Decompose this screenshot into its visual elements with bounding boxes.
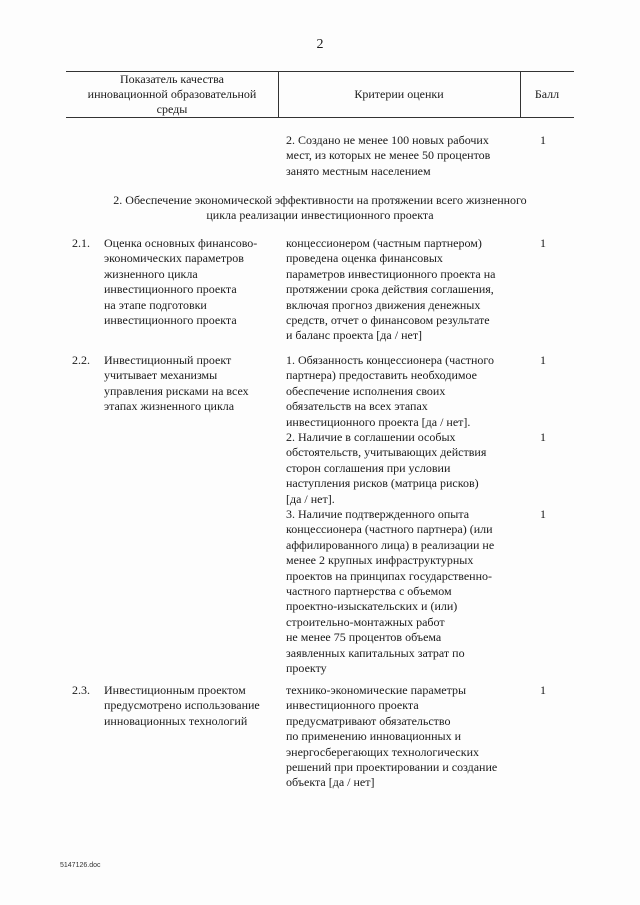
criteria-line: [да / нет]. <box>286 491 335 506</box>
criteria-line: 2. Создано не менее 100 новых рабочих <box>286 133 489 147</box>
criteria-line: инвестиционного проекта <box>286 698 419 713</box>
criteria-line: партнера) предоставить необходимое <box>286 368 477 383</box>
indicator-line: инвестиционного проекта <box>104 313 237 327</box>
criteria-line: 2. Наличие в соглашении особых <box>286 430 456 444</box>
header-indicator-line: инновационной образовательной <box>87 87 257 101</box>
criteria-line: и баланс проекта [да / нет] <box>286 328 423 343</box>
criteria-line: обязательств на всех этапах <box>286 399 428 414</box>
criteria-line: параметров инвестиционного проекта на <box>286 266 496 281</box>
indicator-line: на этапе подготовки <box>104 297 207 312</box>
criteria-line: предусматривают обязательство <box>286 713 451 728</box>
indicator-line: Инвестиционным проектом <box>104 683 246 697</box>
criteria-line: концессионера (частного партнера) (или <box>286 522 493 537</box>
header-score: Балл <box>534 87 560 101</box>
criteria-line: обстоятельств, учитывающих действия <box>286 445 487 460</box>
criteria-line: включая прогноз движения денежных <box>286 297 481 312</box>
criteria-line: обеспечение исполнения своих <box>286 383 446 398</box>
score-value: 1 <box>540 683 546 697</box>
score-value: 1 <box>540 430 546 444</box>
criteria-line: по применению инновационных и <box>286 729 462 744</box>
indicator-line: учитывает механизмы <box>104 368 218 383</box>
indicator-line: этапах жизненного цикла <box>104 399 235 414</box>
criteria-line: протяжении срока действия соглашения, <box>286 282 494 297</box>
section-title-line: 2. Обеспечение экономической эффективности на протяжении всего жизненного <box>113 193 527 207</box>
score-value: 1 <box>540 353 546 367</box>
criteria-line: решений при проектировании и создание <box>286 760 498 774</box>
header-indicator-line: среды <box>156 102 188 116</box>
indicator-line: управления рисками на всех <box>104 383 249 398</box>
criteria-line: менее 2 крупных инфраструктурных <box>286 553 474 568</box>
row-number: 2.1. <box>72 236 90 250</box>
indicator-line: инновационных технологий <box>104 713 248 728</box>
score-value: 1 <box>540 133 546 147</box>
indicator-line: инвестиционного проекта <box>104 282 237 297</box>
footer-filename: 5147126.doc <box>60 862 101 869</box>
criteria-line: средств, отчет о финансовом результате <box>286 313 490 327</box>
section-title-line: цикла реализации инвестиционного проекта <box>206 208 434 223</box>
page-number: 2 <box>316 37 324 52</box>
criteria-line: частного партнерства с объемом <box>286 584 452 598</box>
criteria-line: проектно-изыскательских и (или) <box>286 599 458 614</box>
criteria-line: 1. Обязанность концессионера (частного <box>286 353 495 367</box>
indicator-line: предусмотрено использование <box>104 698 260 713</box>
criteria-line: не менее 75 процентов объема <box>286 630 442 645</box>
score-value: 1 <box>540 236 546 250</box>
criteria-line: аффилированного лица) в реализации не <box>286 537 495 552</box>
row-number: 2.2. <box>72 353 90 367</box>
criteria-line: проведена оценка финансовых <box>286 251 443 266</box>
indicator-line: жизненного цикла <box>104 266 198 281</box>
criteria-line: энергосберегающих технологических <box>286 744 480 759</box>
criteria-line: концессионером (частным партнером) <box>286 236 482 250</box>
criteria-line: наступления рисков (матрица рисков) <box>286 476 479 491</box>
criteria-line: строительно-монтажных работ <box>286 614 445 629</box>
header-criteria: Критерии оценки <box>354 87 444 101</box>
criteria-line: объекта [да / нет] <box>286 775 375 790</box>
criteria-line: 3. Наличие подтвержденного опыта <box>286 507 470 521</box>
criteria-line: заявленных капитальных затрат по <box>286 645 465 660</box>
indicator-line: Инвестиционный проект <box>104 353 232 367</box>
indicator-line: экономических параметров <box>104 251 244 266</box>
criteria-line: проектов на принципах государственно- <box>286 568 493 583</box>
criteria-line: сторон соглашения при условии <box>286 460 451 475</box>
criteria-line: мест, из которых не менее 50 процентов <box>286 148 491 163</box>
criteria-line: технико-экономические параметры <box>286 683 467 697</box>
criteria-line: инвестиционного проекта [да / нет]. <box>286 414 471 429</box>
indicator-line: Оценка основных финансово- <box>104 236 258 250</box>
row-number: 2.3. <box>72 683 90 697</box>
header-indicator-line: Показатель качества <box>120 72 224 86</box>
criteria-line: занято местным населением <box>286 163 431 178</box>
criteria-line: проекту <box>286 661 327 675</box>
score-value: 1 <box>540 507 546 521</box>
